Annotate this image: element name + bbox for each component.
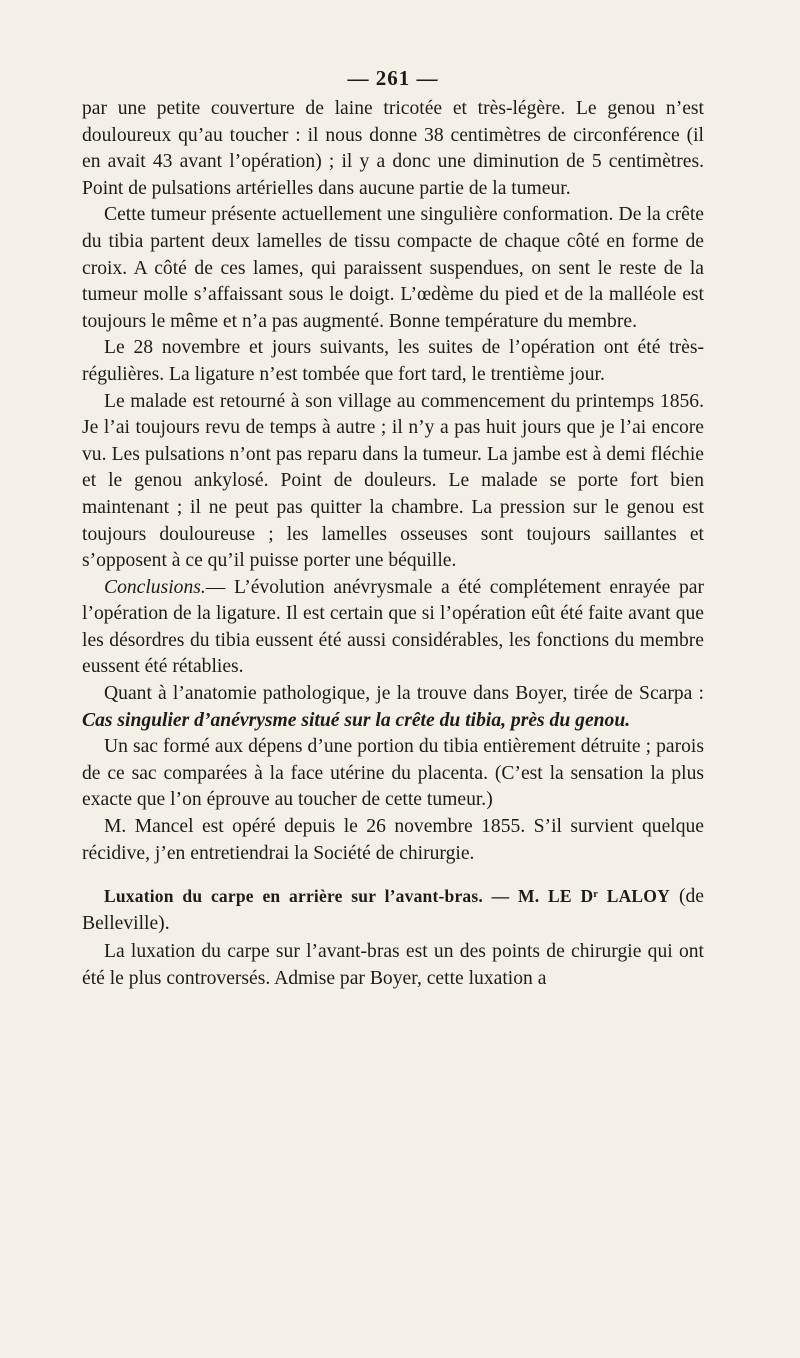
conclusions-text: — L’évolution anévrysmale a été complétement enrayée par l’opération de la ligature. Il est certain que si l’opération eût été faite avant que les désordres du tibia eussent été aussi considérables, les fonctions du membre eussent été rétablies. [82,576,704,678]
paragraph-continuation: par une petite couverture de laine tricotée et très-légère. Le genou n’est douloureux qu’au toucher : il nous donne 38 centimètres de circonférence (il en avait 43 avant l’opération) ; il y a donc une diminution de 5 centimètres. Point de pulsations artérielles dans aucune partie de la tumeur. [82,98,704,199]
body-text [82,96,704,993]
paragraph-anatomy [82,681,704,734]
section-heading-line [82,883,704,937]
paragraph-conclusions [82,575,704,681]
scarpa-citation: Cas singulier d’anévrysme situé sur la crête du tibia, près du genou. [82,709,631,731]
section-affiliation: (de Belleville). [82,886,704,934]
paragraph-closing: M. Mancel est opéré depuis le 26 novembre 1855. S’il survient quelque récidive, j’en entretiendrai la Société de chirurgie. [82,816,704,864]
paragraph-november-28: Le 28 novembre et jours suivants, les suites de l’opération ont été très-régulières. La ligature n’est tombée que fort tard, le trentième jour. [82,337,704,385]
page-number: — 261 — [347,66,439,90]
section-title: Luxation du carpe en arrière sur l’avant-bras. [104,886,483,907]
section-author: — M. LE Dʳ LALOY [482,886,670,907]
section-heading [82,883,704,937]
paragraph-luxation-intro: La luxation du carpe sur l’avant-bras est un des points de chirurgie qui ont été le plus controversés. Admise par Boyer, cette luxation a [82,941,704,989]
anatomy-text: Quant à l’anatomie pathologique, je la trouve dans Boyer, tirée de Scarpa : [104,683,704,705]
paragraph-sac: Un sac formé aux dépens d’une portion du tibia entièrement détruite ; parois de ce sac comparées à la face utérine du placenta. (C’est la sensation la plus exacte que l’on éprouve au toucher de cette tumeur.) [82,736,704,811]
conclusions-label: Conclusions. [104,576,206,598]
paragraph-patient-return: Le malade est retourné à son village au commencement du printemps 1856. Je l’ai toujours revu de temps à autre ; il n’y a pas huit jours que je l’ai encore vu. Les pulsations n’ont pas reparu dans la tumeur. La jambe est à demi fléchie et le genou ankylosé. Point de douleurs. Le malade se porte fort bien maintenant ; il ne peut pas quitter la chambre. La pression sur le genou est toujours douloureuse ; les lamelles osseuses sont toujours saillantes et s’opposent à ce qu’il puisse porter une béquille. [82,390,704,572]
paragraph-tumor-conformation: Cette tumeur présente actuellement une singulière conformation. De la crête du tibia partent deux lamelles de tissu compacte de chaque côté en forme de croix. A côté de ces lames, qui paraissent suspendues, on sent le reste de la tumeur molle s’affaissant sous le doigt. L’œdème du pied et de la malléole est toujours le même et n’a pas augmenté. Bonne température du membre. [82,204,704,332]
